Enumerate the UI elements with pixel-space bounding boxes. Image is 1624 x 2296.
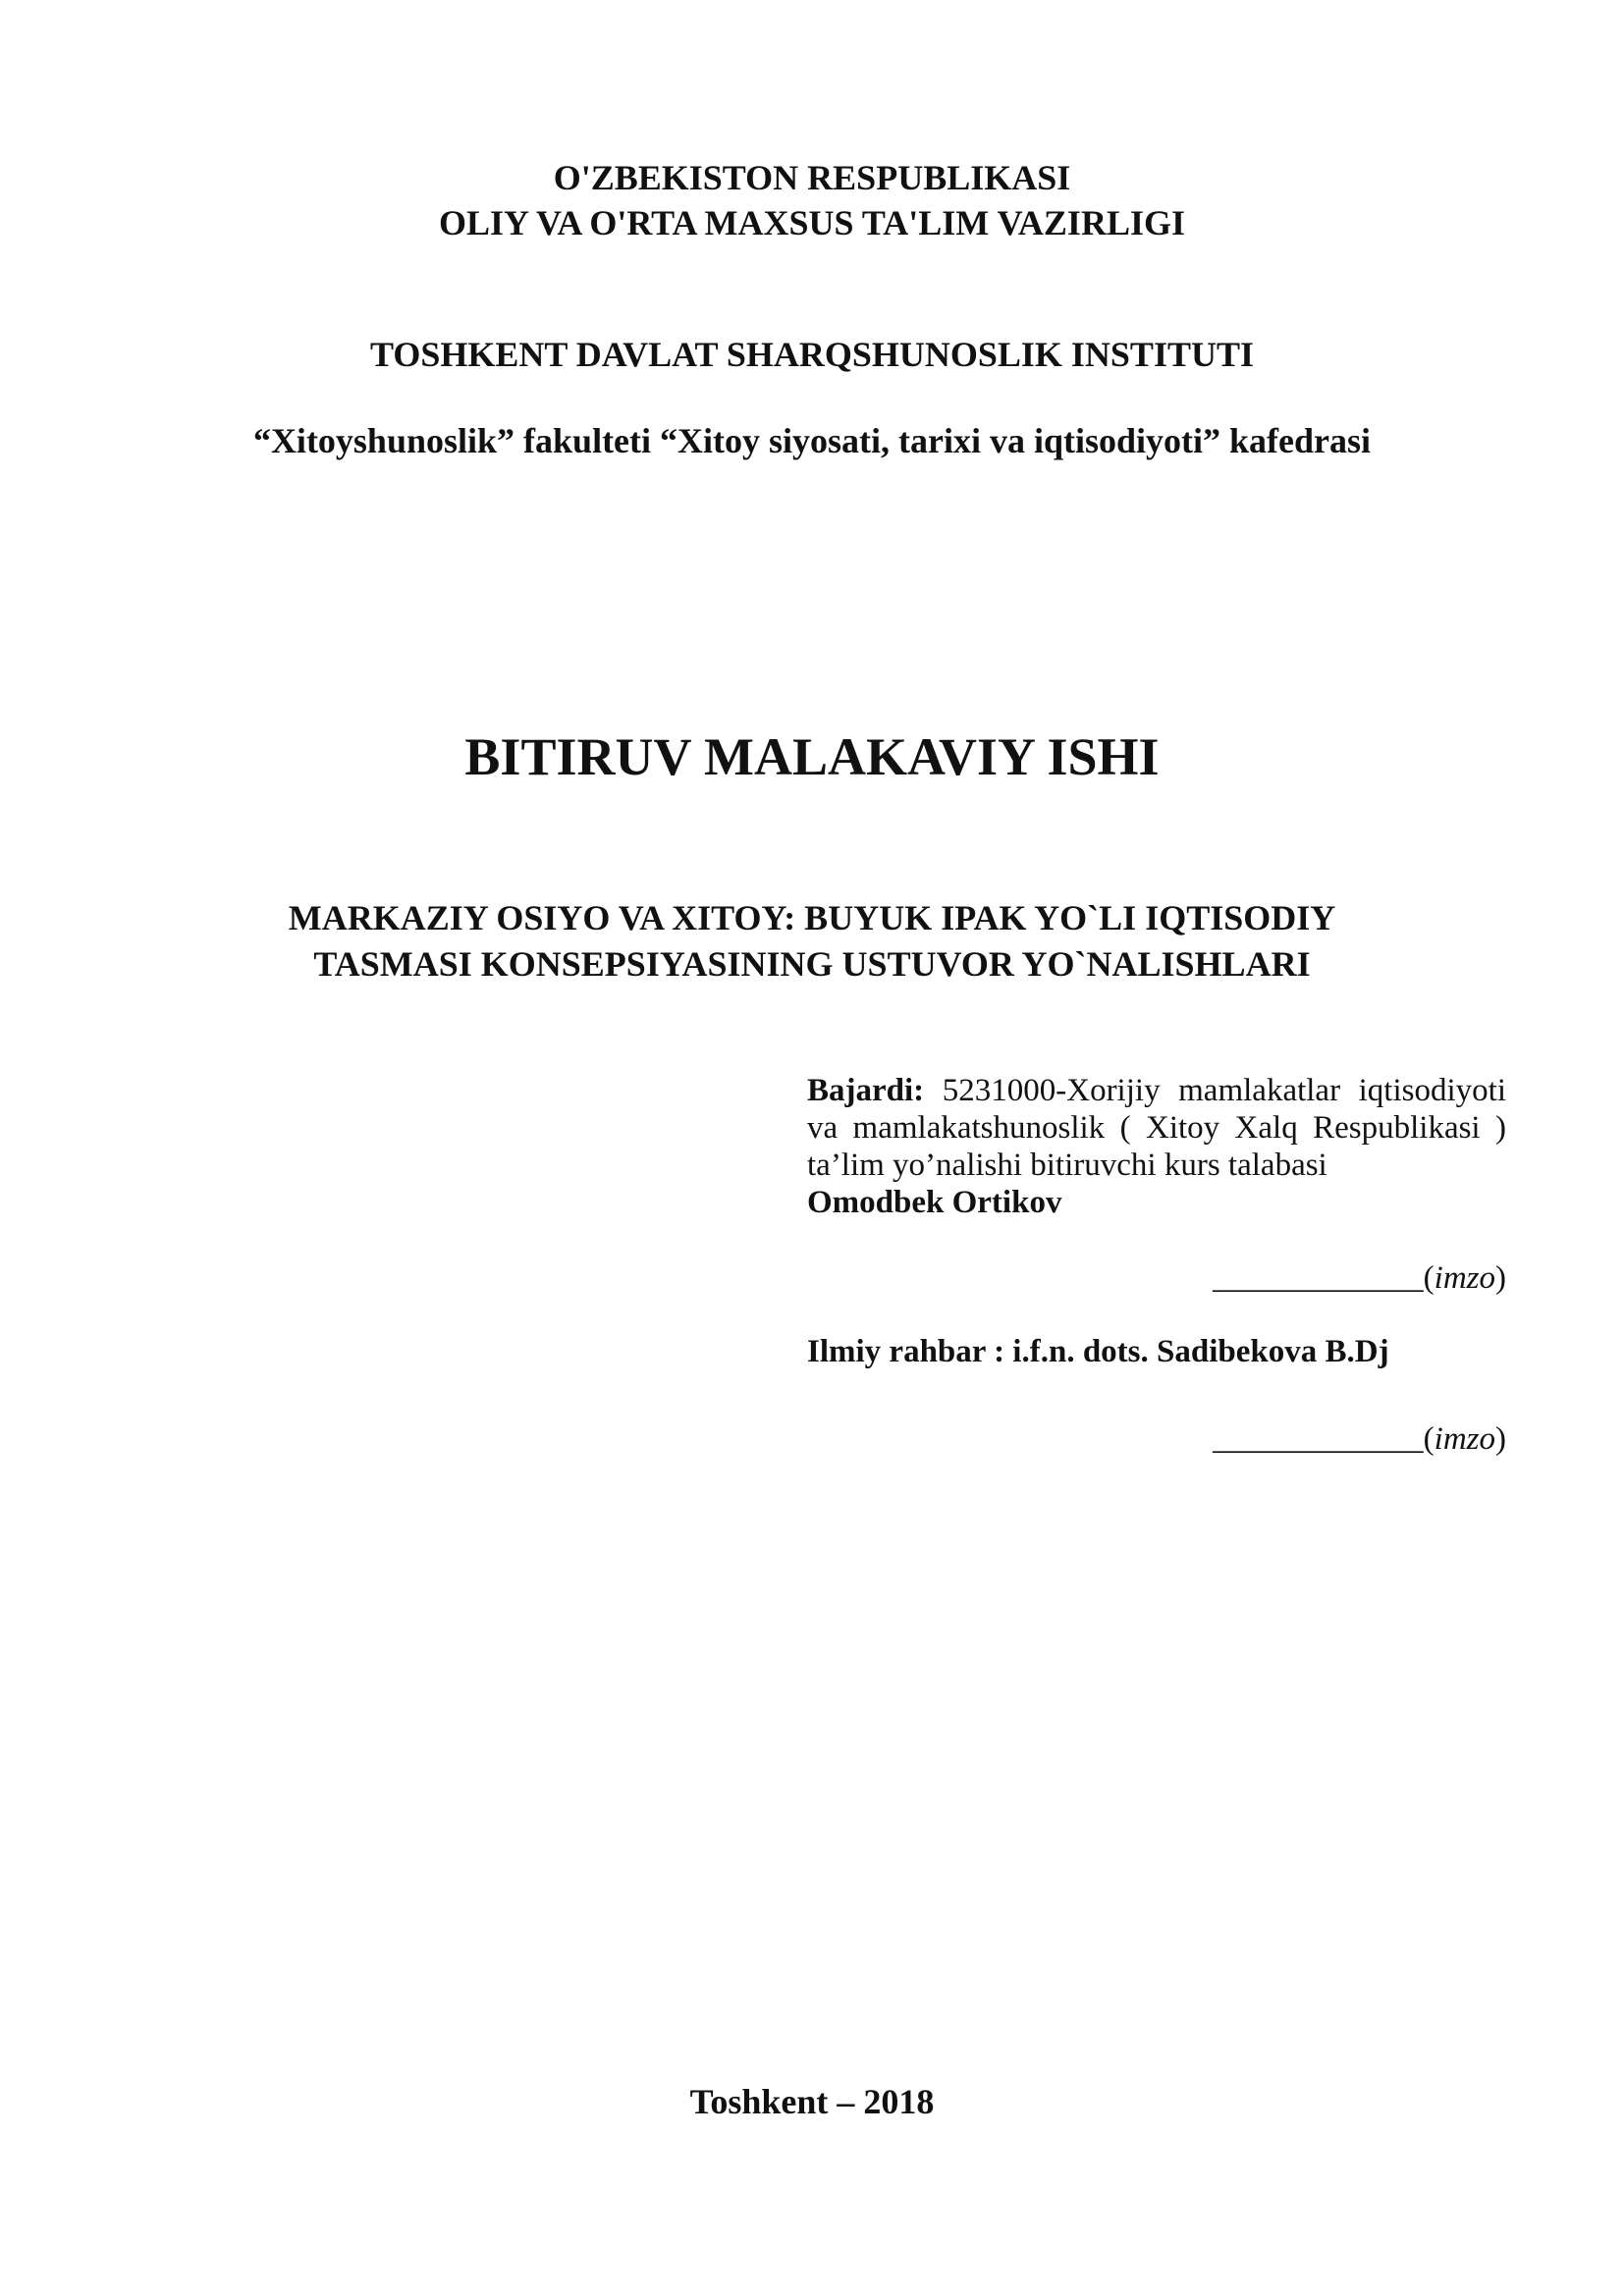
topic-line-1: MARKAZIY OSIYO VA XITOY: BUYUK IPAK YO`LI IQTISODIY <box>288 898 1336 937</box>
supervisor-signature-line: _____________(imzo) <box>1213 1421 1506 1457</box>
topic-line-2: TASMASI KONSEPSIYASINING USTUVOR YO`NALISHLARI <box>313 944 1311 984</box>
ministry-header <box>0 155 1624 245</box>
performer-label: Bajardi: <box>807 1073 925 1108</box>
performer-line-2: va mamlakatshunoslik ( Xitoy Xalq Respublikasi ) <box>807 1110 1506 1146</box>
republic-title: O'ZBEKISTON RESPUBLIKASI <box>553 158 1071 197</box>
institute-title: TOSHKENT DAVLAT SHARQSHUNOSLIK INSTITUTI <box>370 335 1254 374</box>
student-signature-line: _____________(imzo) <box>1213 1260 1506 1296</box>
performer-line-3: ta’lim yo’nalishi bitiruvchi kurs talabasi <box>807 1148 1327 1183</box>
signature-blank: _____________ <box>1213 1421 1424 1457</box>
signature-label: imzo <box>1434 1421 1495 1457</box>
ministry-title: OLIY VA O'RTA MAXSUS TA'LIM VAZIRLIGI <box>439 203 1185 242</box>
signature-label: imzo <box>1434 1260 1495 1296</box>
performer-line-1 <box>807 1072 1506 1109</box>
place-year: Toshkent – 2018 <box>689 2082 935 2121</box>
performer-info <box>807 1072 1506 1221</box>
student-name: Omodbek Ortikov <box>807 1185 1062 1220</box>
supervisor-info: Ilmiy rahbar : i.f.n. dots. Sadibekova B.Dj <box>807 1334 1389 1369</box>
performer-program: 5231000-Xorijiy mamlakatlar iqtisodiyoti <box>924 1073 1506 1108</box>
faculty-department: “Xitoyshunoslik” fakulteti “Xitoy siyosati, tarixi va iqtisodiyoti” kafedrasi <box>252 421 1372 460</box>
signature-blank: _____________ <box>1213 1260 1424 1296</box>
thesis-topic <box>0 895 1624 988</box>
document-type-title: BITIRUV MALAKAVIY ISHI <box>464 727 1160 786</box>
